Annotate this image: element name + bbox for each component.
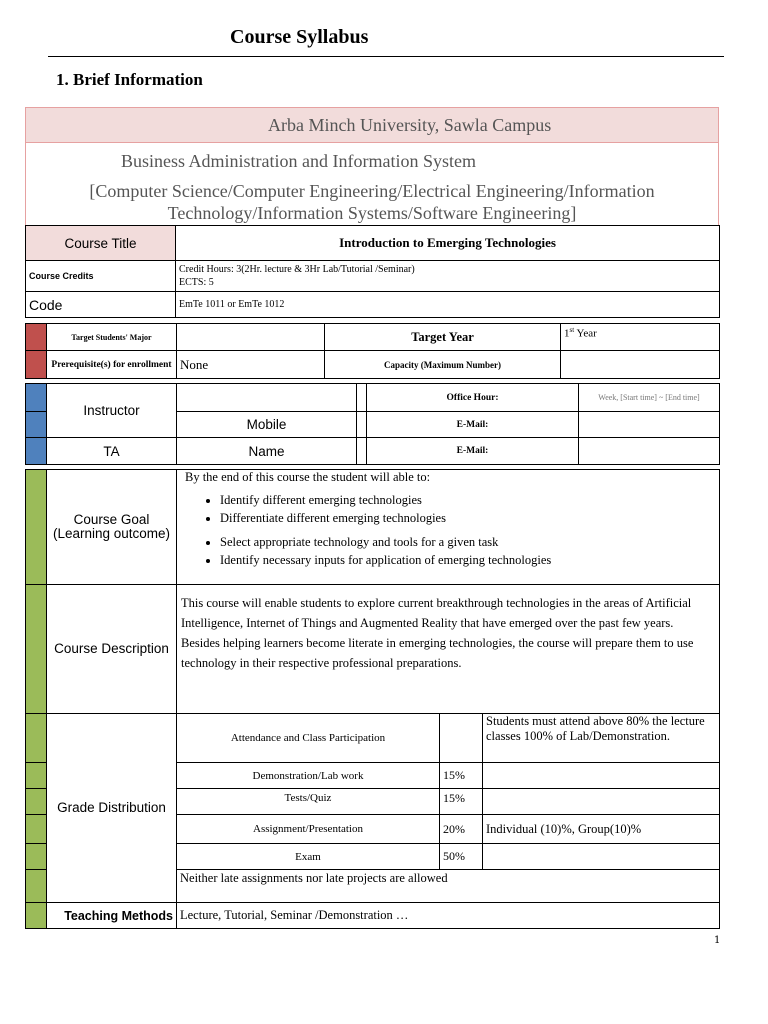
staff-table (25, 383, 720, 465)
code-label: Code (26, 292, 176, 318)
prerequisite-value: None (177, 351, 325, 379)
grade-note: Individual (10)%, Group(10)% (483, 815, 720, 844)
course-info-table (25, 225, 720, 318)
course-title-label: Course Title (26, 226, 176, 261)
page-number: 1 (714, 935, 721, 946)
section-heading: 1. Brief Information (56, 70, 203, 89)
prerequisite-label: Prerequisite(s) for enrollment (47, 351, 177, 379)
course-credits-label: Course Credits (26, 261, 176, 292)
page-title: Course Syllabus (230, 26, 369, 48)
grade-note (483, 789, 720, 815)
teaching-methods-label: Teaching Methods (47, 903, 177, 929)
mobile-label: Mobile (177, 412, 357, 438)
university-name: Arba Minch University, Sawla Campus (25, 107, 719, 143)
target-major-label: Target Students' Major (47, 324, 177, 351)
list-item: • Select appropriate technology and tools for a given task (220, 533, 716, 551)
grade-pct (440, 714, 483, 763)
ta-label: TA (47, 438, 177, 465)
late-policy: Neither late assignments nor late projects are allowed (177, 870, 720, 903)
grade-note (483, 763, 720, 789)
details-table (25, 469, 720, 929)
target-year-label: Target Year (325, 324, 561, 351)
office-hour-value: Week, [Start time] ~ [End time] (579, 384, 720, 412)
grade-item: Demonstration/Lab work (177, 763, 440, 789)
program-list: [Computer Science/Computer Engineering/Electrical Engineering/Information Technology/Information Systems/Software Engineering] (89, 181, 655, 223)
target-year-value: 1st Year (561, 324, 720, 351)
grade-distribution-label: Grade Distribution (47, 714, 177, 903)
course-description: This course will enable students to explore current breakthrough technologies in the areas of Artificial Intelligence, Internet of Things and Augmented Reality that have emerged over the past few years. Besides helping learners become literate in emerging technologies, the course will prepare them to use technology in their respective professional preparations. (181, 596, 694, 670)
grade-item: Attendance and Class Participation (177, 714, 440, 763)
credit-hours: Credit Hours: 3(2Hr. lecture & 3Hr Lab/Tutorial /Seminar) (179, 264, 415, 275)
ects: ECTS: 5 (179, 277, 214, 288)
department-name: Business Administration and Information System (121, 151, 476, 171)
instructor-label: Instructor (47, 384, 177, 438)
goal-intro: By the end of this course the student will able to: (185, 470, 431, 484)
grade-item: Exam (177, 844, 440, 870)
office-hour-label: Office Hour: (367, 384, 579, 412)
ta-email-label: E-Mail: (367, 438, 579, 465)
instructor-email-label: E-Mail: (367, 412, 579, 438)
list-item: • Identify different emerging technologies (220, 491, 716, 509)
list-item: • Differentiate different emerging technologies (220, 509, 716, 527)
course-title-value: Introduction to Emerging Technologies (176, 226, 720, 261)
grade-pct: 20% (440, 815, 483, 844)
teaching-methods-value: Lecture, Tutorial, Seminar /Demonstration … (177, 903, 720, 929)
grade-note (483, 844, 720, 870)
grade-pct: 50% (440, 844, 483, 870)
name-label: Name (177, 438, 357, 465)
title-rule (48, 56, 724, 57)
list-item: • Identify necessary inputs for application of emerging technologies (220, 551, 716, 569)
course-description-label: Course Description (47, 585, 177, 714)
grade-note: Students must attend above 80% the lecture classes 100% of Lab/Demonstration. (483, 714, 720, 763)
goal-list (180, 491, 716, 569)
course-goal-label: Course Goal (Learning outcome) (47, 470, 177, 585)
grade-pct: 15% (440, 763, 483, 789)
grade-pct: 15% (440, 789, 483, 815)
code-value: EmTe 1011 or EmTe 1012 (176, 292, 720, 318)
capacity-label: Capacity (Maximum Number) (325, 351, 561, 379)
grade-item: Assignment/Presentation (177, 815, 440, 844)
target-table (25, 323, 720, 379)
grade-item: Tests/Quiz (177, 789, 440, 815)
